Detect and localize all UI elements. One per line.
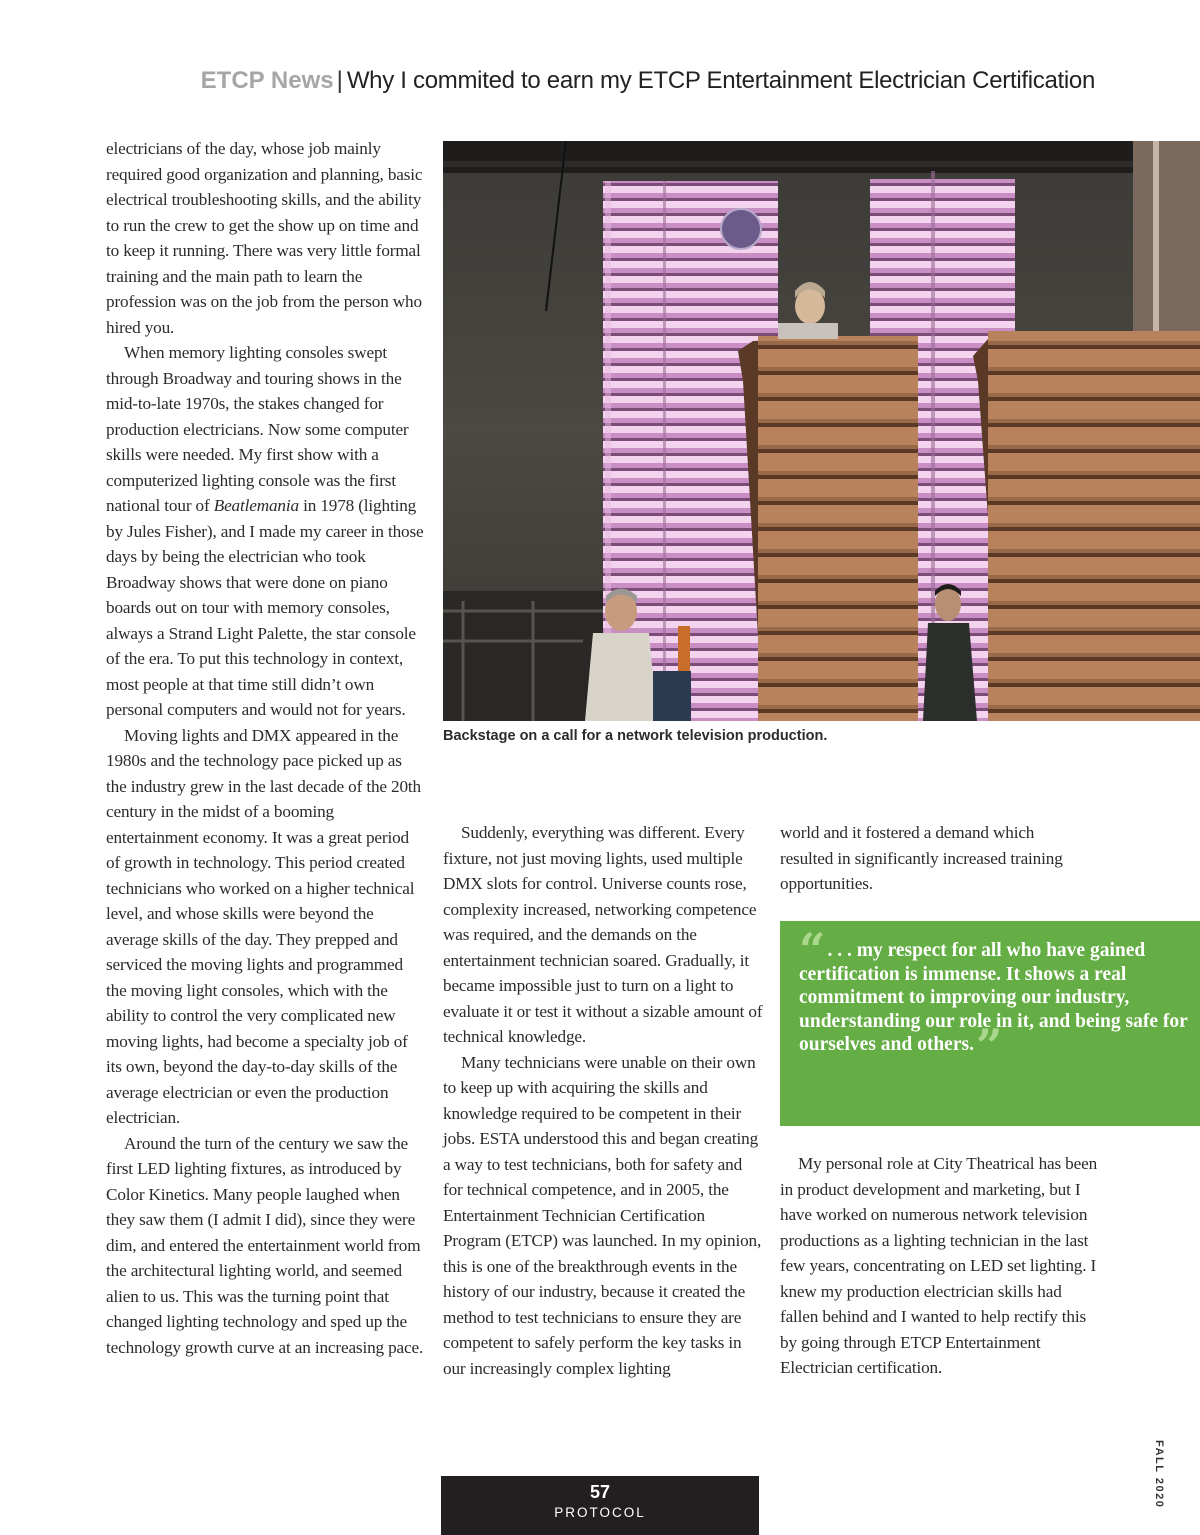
paragraph: world and it fostered a demand which resulted in significantly increased training opportunities.	[780, 823, 1063, 893]
issue-label: FALL 2020	[1153, 1440, 1165, 1509]
paragraph: electricians of the day, whose job mainly required good organization and planning, basic electrical troubleshooting skills, and the ability to run the crew to get the show up on time and to keep it running. There was very little formal training and the main path to learn the profession was on the job from the person who hired you.	[106, 139, 423, 337]
backstage-photo-illustration	[443, 141, 1200, 721]
header-separator: |	[336, 67, 343, 94]
page-number: 57	[589, 1482, 611, 1502]
text-column-1	[106, 136, 424, 1360]
header-section-label: ETCP News	[200, 67, 334, 94]
text-column-3-bottom	[780, 1151, 1100, 1381]
article-title: Why I commited to earn my ETCP Entertainment Electrician Certification	[346, 67, 1095, 94]
close-quote-icon: ”	[975, 1019, 1003, 1074]
pull-quote	[780, 921, 1200, 1126]
backstage-photo	[443, 141, 1200, 721]
running-header	[0, 64, 1095, 98]
show-title: Beatlemania	[213, 496, 299, 515]
paragraph: When memory lighting consoles swept through Broadway and touring shows in the mid-to-late 1970s, the stakes changed for production electricians. Now some computer skills were needed. My first show with a computerized lighting console was the first national tour of Beatlemania in 1978 (lighting by Jules Fisher), and I made my career in those days by being the electrician who took Broadway shows that were done on piano boards out on tour with memory consoles, always a Strand Light Palette, the star console of the era. To put this technology in context, most people at that time still didn’t own personal computers and would not for years.	[106, 343, 424, 719]
pull-quote-text: “ . . . my respect for all who have gained certification is immense. It shows a real commitment to improving our industry, understanding our role in it, and being safe for ourselves and others.”	[799, 923, 1188, 1074]
page-footer	[441, 1476, 759, 1535]
text-column-2	[443, 820, 763, 1381]
paragraph: Around the turn of the century we saw the first LED lighting fixtures, as introduced by Color Kinetics. Many people laughed when they saw them (I admit I did), since they were dim, and entered the entertainment world from the architectural lighting world, and seemed alien to us. This was the turning point that changed lighting technology and sped up the technology growth curve at an increasing pace.	[106, 1133, 424, 1357]
paragraph: Suddenly, everything was different. Every fixture, not just moving lights, used multiple DMX slots for control. Universe counts rose, complexity increased, networking competence was required, and the demands on the entertainment technician soared. Gradually, it became impossible just to turn on a light to evaluate it or test it without a sizable amount of technical knowledge.	[443, 823, 763, 1046]
open-quote-icon: “	[799, 923, 826, 977]
publication-name: PROTOCOL	[554, 1505, 646, 1520]
paragraph: Moving lights and DMX appeared in the 1980s and the technology pace picked up as the industry grew in the last decade of the 20th century in the midst of a booming entertainment economy. It was a great period of growth in technology. This period created technicians who worked on a higher technical level, and whose skills were beyond the average skills of the day. They prepped and serviced the moving lights and programmed the moving light consoles, which with the ability to control the very complicated new moving lights, had become a specialty job of its own, beyond the day-to-day skills of the average electrician or even the production electrician.	[106, 725, 421, 1127]
text-column-3-top	[780, 820, 1090, 897]
photo-caption: Backstage on a call for a network television production.	[443, 728, 828, 744]
paragraph: Many technicians were unable on their own to keep up with acquiring the skills and knowledge required to be competent in their jobs. ESTA understood this and began creating a way to test technicians, both for safety and for technical competence, and in 2005, the Entertainment Technician Certification Program (ETCP) was launched. In my opinion, this is one of the breakthrough events in the history of our industry, because it created the method to test technicians to ensure they are competent to safely perform the key tasks in our increasingly complex lighting	[443, 1052, 762, 1378]
paragraph: My personal role at City Theatrical has been in product development and marketing, but I have worked on numerous network television productions as a lighting technician in the last few years, concentrating on LED set lighting. I knew my production electrician skills had fallen behind and I wanted to help rectify this by going through ETCP Entertainment Electrician certification.	[780, 1154, 1098, 1377]
